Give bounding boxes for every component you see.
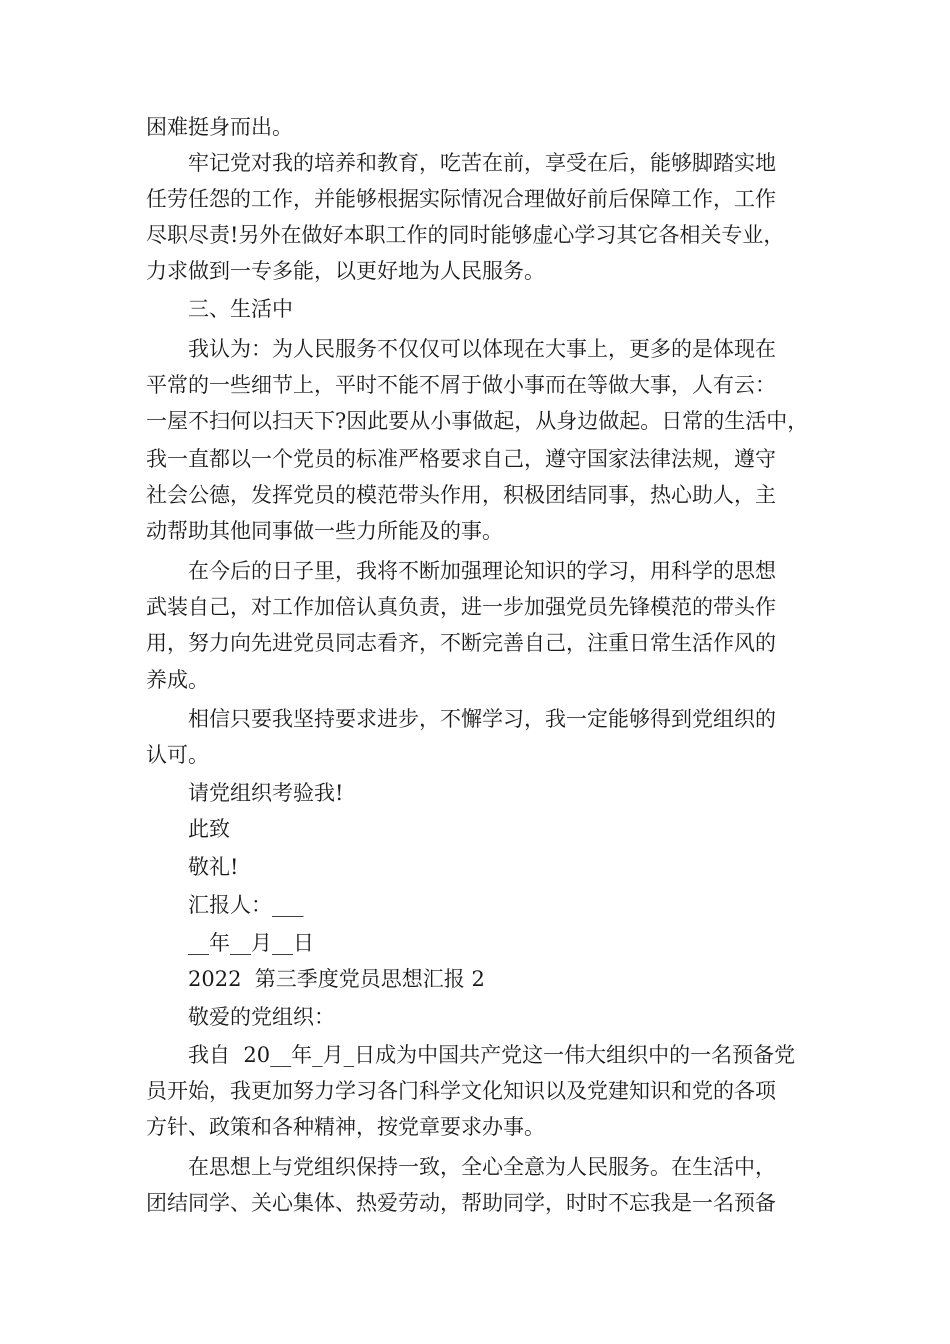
closing-line: 敬礼!: [188, 855, 239, 879]
text-line: 困难挺身而出。: [146, 115, 293, 139]
text-line: 相信只要我坚持要求进步，不懈学习，我一定能够得到党组织的: [188, 707, 776, 731]
text-line: 我一直都以一个党员的标准严格要求自己，遵守国家法律法规，遵守: [146, 447, 776, 471]
text-line: 一屋不扫何以扫天下?因此要从小事做起，从身边做起。日常的生活中，: [146, 409, 809, 433]
text-line: 用，努力向先进党员同志看齐，不断完善自己，注重日常生活作风的: [146, 631, 776, 655]
text-line: 牢记党对我的培养和教育，吃苦在前，享受在后，能够脚踏实地: [188, 151, 776, 175]
text-line: 任劳任怨的工作，并能够根据实际情况合理做好前后保障工作，工作: [146, 187, 776, 211]
text-line: 请党组织考验我!: [188, 781, 344, 805]
text-line: 我认为：为人民服务不仅仅可以体现在大事上，更多的是体现在: [188, 337, 776, 361]
text-line: 员开始，我更加努力学习各门科学文化知识以及党建知识和党的各项: [146, 1079, 776, 1103]
salutation: 敬爱的党组织：: [188, 1005, 335, 1029]
text-line: 在今后的日子里，我将不断加强理论知识的学习，用科学的思想: [188, 559, 776, 583]
text-line: 平常的一些细节上，平时不能不屑于做小事而在等做大事，人有云：: [146, 373, 776, 397]
text-line: 武装自己，对工作加倍认真负责，进一步加强党员先锋模范的带头作: [146, 595, 776, 619]
report-title: 2022 第三季度党员思想汇报 2: [188, 967, 485, 991]
text-line: 认可。: [146, 743, 209, 767]
text-line: 养成。: [146, 668, 209, 692]
text-line: 我自 20__年_月_日成为中国共产党这一伟大组织中的一名预备党: [188, 1043, 796, 1067]
text-line: 方针、政策和各种精神，按党章要求办事。: [146, 1115, 545, 1139]
section-heading: 三、生活中: [188, 297, 293, 321]
text-line: 动帮助其他同事做一些力所能及的事。: [146, 519, 503, 543]
reporter-line: 汇报人：___: [188, 893, 304, 917]
text-line: 社会公德，发挥党员的模范带头作用，积极团结同事，热心助人，主: [146, 483, 776, 507]
date-line: __年__月__日: [188, 931, 314, 955]
text-line: 尽职尽责!另外在做好本职工作的同时能够虚心学习其它各相关专业，: [146, 223, 785, 247]
text-line: 团结同学、关心集体、热爱劳动，帮助同学，时时不忘我是一名预备: [146, 1191, 776, 1215]
text-line: 在思想上与党组织保持一致，全心全意为人民服务。在生活中，: [188, 1155, 776, 1179]
text-line: 力求做到一专多能，以更好地为人民服务。: [146, 259, 545, 283]
closing-line: 此致: [188, 817, 230, 841]
